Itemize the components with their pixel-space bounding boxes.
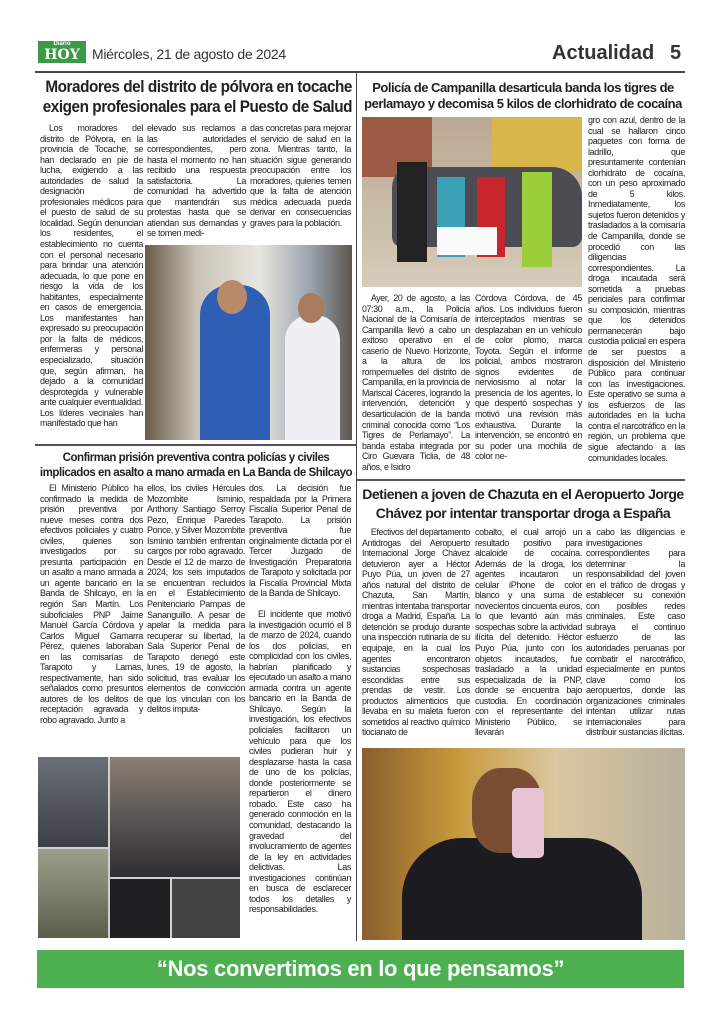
paragraph: dos. La decisión fue respaldada por la Primera Fiscalía Superior Penal de Tarapoto. La prisión preventiva fue originalmente dictada por el Tercer Juzgado de Investigación Preparatoria de Tarapoto y solicitada por la Fiscalía Provincial Mixta de la Banda de Shilcayo. xyxy=(249,483,351,599)
article-headline-box xyxy=(360,485,686,523)
article-column xyxy=(250,123,351,238)
article-column xyxy=(362,293,470,475)
article-headline-box xyxy=(38,77,352,117)
article-headline: Moradores del distrito de pólvora en tocache exigen profesionales para el Puesto de Salud xyxy=(42,77,352,116)
article-photo-police-operation xyxy=(362,117,582,287)
article-photo-detainee-selfie xyxy=(362,748,685,940)
footer-quote-banner: “Nos convertimos en lo que pensamos” xyxy=(37,950,684,988)
paragraph: Efectivos del departamento Antidrogas del Aeropuerto Internacional Jorge Chávez detuvieron ayer a Héctor Puyo Púa, un joven de 27 años natural del distrito de Chazuta, San Martín, mientras intentaba transportar droga a Madrid, España. La detención se produjo durante una inspección rutinaria de su equipaje, en la cual los agentes encontraron sustancias sospechosas escondidas entre sus prendas de vestir. Los productos alimenticios que llevaba en su maleta fueron sometidos al reactivo químico tiocianato de xyxy=(362,527,470,738)
paragraph: ellos, los civiles Hércules Mozombite Isminio, Anthony Santiago Serroy Pezo, Enrique Paredes Ponce, y Silver Mozombite Isminio también enfrentan cargos por robo agravado. Desde el 12 de marzo de 2024, los seis imputados se encuentran recluidos en el Establecimiento Penitenciario Pampas de Sananguillo. A pesar de apelar la medida para recuperar su libertad, la Sala Superior Penal de Tarapoto denegó este lunes, 19 de agosto, la solicitud, tras evaluar los elementos de convicción que los vinculan con los delitos imputa- xyxy=(147,483,245,715)
paragraph: Los moradores del distrito de Pólvora, en la provincia de Tocache, se han declarado en pie de lucha, exigiendo a las autoridades de salud la designación de profesionales médicos para el puesto de salud de su localidad. Según denuncian los residentes, el establecimiento no cuenta con el personal necesario para brindar una atención adecuada, lo que pone en riesgo la vida de los habitantes, especialmente en casos de emergencia. Los manifestantes han expresado su preocupación por la falta de médicos, enfermeras y personal especializado, situación que, según afirman, ha dejado a la comunidad desprotegida y vulnerable ante cualquier eventualidad. Los líderes vecinales han manifestado que han xyxy=(40,123,143,429)
header-rule xyxy=(35,71,685,73)
paragraph: elevado sus reclamos a las autoridades correspondientes, pero hasta el momento no han recibido una respuesta satisfactoria. La comunidad ha advertido que mantendrán sus protestas hasta que se atiendan sus demandas y se tomen medi- xyxy=(147,123,246,239)
article-column xyxy=(588,115,685,475)
newspaper-logo xyxy=(38,41,86,63)
paragraph: Ayer, 20 de agosto, a las 07:30 a.m., la Policía Nacional de la Comisaría de Campanilla llevó a cabo un exitoso operativo en el caserío de Nuevo Horizonte, a la altura de los rompemuelles del distrito de Campanilla, en la provincia de Mariscal Cáceres, logrando la intervención, detención y desarticulación de la banda criminal conocida como “Los Tigres de Perlamayo”. La banda estaba integrada por Ciro Guevara Ticlia, de 48 años, e Isidro xyxy=(362,293,470,472)
section-title: Actualidad xyxy=(552,42,655,64)
column-divider xyxy=(356,73,357,941)
article-headline-box xyxy=(38,450,354,480)
article-divider xyxy=(357,479,685,481)
article-column xyxy=(362,527,470,741)
article-headline-box xyxy=(360,80,686,112)
article-column xyxy=(475,527,582,741)
paragraph: a cabo las diligencias e investigaciones correspondientes para determinar la responsabilidad del joven en el tráfico de drogas y establecer su conexión con posibles redes criminales. Este caso subraya el continuo esfuerzo de las autoridades peruanas por combatir el narcotráfico, especialmente en puntos clave como los aeropuertos, donde las organizaciones criminales intentan utilizar rutas internacionales para distribuir sustancias ilícitas. xyxy=(586,527,685,738)
article-column xyxy=(586,527,685,741)
issue-date: Miércoles, 21 de agosto de 2024 xyxy=(92,46,286,62)
paragraph: El incidente que motivó la investigación ocurrió el 8 de marzo de 2024, cuando los dos policías, en complicidad con los civiles, habrían planificado y ejecutado un asalto a mano armada contra un agente bancario en la Banda de Shilcayo. Según la investigación, los efectivos policiales facilitaron un vehículo para que los civiles pudieran huir y desplazarse hasta la casa de uno de los policías, donde posteriormente se repartieron el dinero robado. Este caso ha generado conmoción en la comunidad, destacando la gravedad del involucramiento de agentes de la ley en actividades delictivas. Las investigaciones continúan en busca de esclarecer todos los detalles y responsabilidades. xyxy=(249,609,351,915)
article-headline: Detienen a joven de Chazuta en el Aeropuerto Jorge Chávez por intentar transportar droga a España xyxy=(362,486,684,521)
paragraph: gro con azul, dentro de la cual se hallaron cinco paquetes con forma de ladrillo, que presuntamente contenían clorhidrato de cocaína, con un peso aproximado de 5 kilos. Inmediatamente, los sujetos fueron detenidos y trasladados a la comisaría de Campanilla, donde se procedió con las diligencias correspondientes. La droga incautada será sometida a pruebas periciales para confirmar su composición, mientras que los detenidos permanecerán bajo custodia policial en espera de ser puestos a disposición del Ministerio Público para continuar con las investigaciones. Este operativo se suma a los esfuerzos de las autoridades en la lucha contra el narcotráfico en la región, un problema que sigue afectando a las comunidades locales. xyxy=(588,115,685,463)
paragraph: El Ministerio Público ha confirmado la medida de prisión preventiva por nueve meses contra dos efectivos policiales y cuatro civiles, quienes son investigados por su presunta participación en un asalto a mano armada a un agente bancario en la Banda de Shilcayo, en la región San Martín. Los suboficiales PNP Jaime Manuel García Córdova y Carlos Miguel Gamarra Pérez, quienes laboraban en las comisarías de Tarapoto y Lamas, respectivamente, han sido señalados como presuntos autores de los delitos de receptación agravada y robo agravado. Junto a xyxy=(40,483,143,726)
article-photo-residents xyxy=(145,245,352,440)
paragraph: das concretas para mejorar el servicio de salud en la zona. Mientras tanto, la situación sigue generando preocupación entre los moradores, quienes temen que la falta de atención médica adecuada pueda derivar en consecuencias graves para la población. xyxy=(250,123,351,228)
article-column xyxy=(40,483,143,751)
article-headline: Policía de Campanilla desarticula banda los tigres de perlamayo y decomisa 5 kilos de clorhidrato de cocaína xyxy=(364,80,682,111)
article-column xyxy=(147,483,245,751)
logo-main-text: HOY xyxy=(44,47,80,63)
article-photo-collage xyxy=(38,757,240,938)
article-column xyxy=(249,483,351,938)
article-column xyxy=(475,293,582,475)
logo-top-text: Diario xyxy=(53,41,71,47)
article-divider xyxy=(35,444,356,446)
page-number: 5 xyxy=(670,42,682,64)
paragraph: cobalto, el cual arrojó un resultado positivo para alcaloide de cocaína. Además de la droga, los agentes incautaron un celular iPhone de color blanco y una suma de novecientos cincuenta euros, lo que levantó aún más sospechas sobre la actividad ilícita del detenido. Héctor Puyo Púa, junto con los objetos incautados, fue trasladado a la unidad especializada de la PNP, donde se encuentra bajo custodia. En coordinación con el representante del Ministerio Público, se llevarán xyxy=(475,527,582,738)
article-column xyxy=(40,123,143,441)
article-headline: Confirman prisión preventiva contra policías y civiles implicados en asalto a mano armada en La Banda de Shilcayo xyxy=(39,450,353,479)
paragraph: Córdova Córdova, de 45 años. Los individuos fueron interceptados mientras se desplazaban en un vehículo de color plomo, marca Toyota. Según el informe policial, ambos mostraron signos evidentes de nerviosismo al notar la presencia de los agentes, lo que despertó sospechas y motivó una revisión más exhaustiva. Durante la intervención, se encontró en su poder una mochila de color ne- xyxy=(475,293,582,462)
article-column xyxy=(147,123,246,238)
